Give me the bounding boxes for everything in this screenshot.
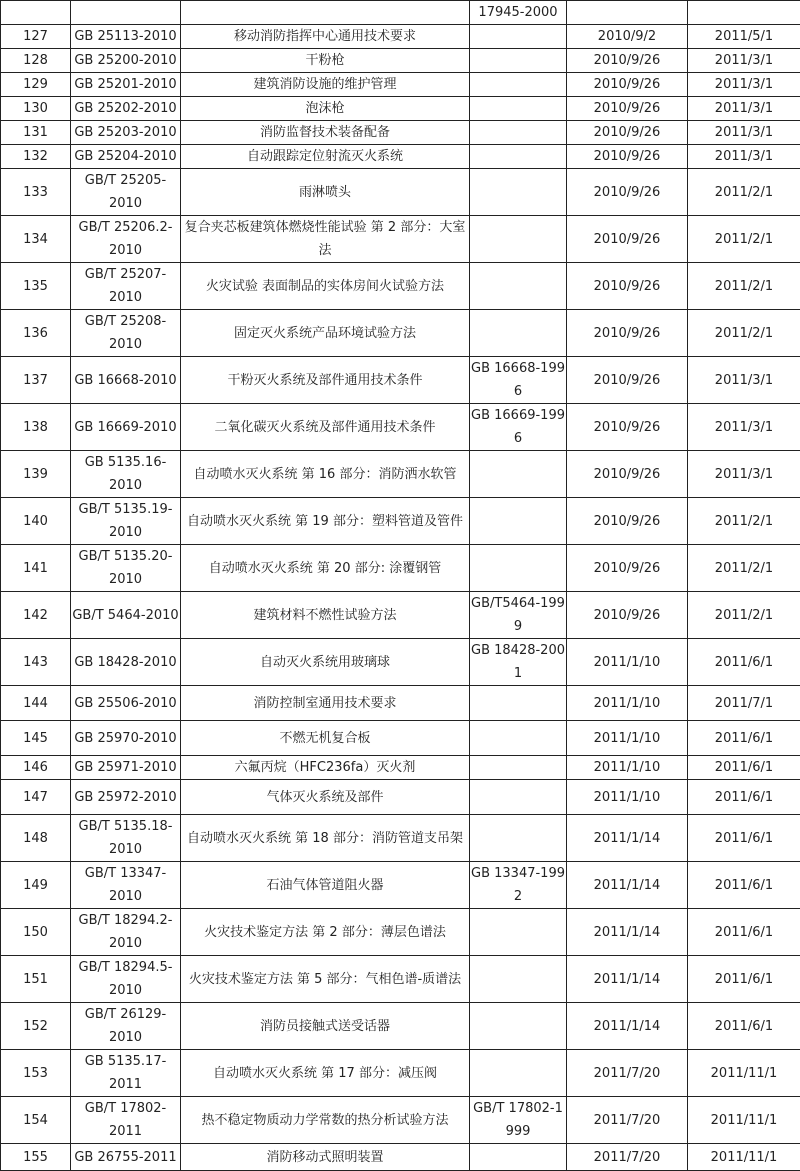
cell-no: 152: [1, 1003, 71, 1050]
cell-code: GB 18428-2010: [71, 639, 181, 686]
cell-no: 134: [1, 216, 71, 263]
cell-no: 137: [1, 357, 71, 404]
table-row: [1, 145, 800, 169]
table-row: [1, 1003, 800, 1050]
table-row: [1, 498, 800, 545]
cell-title: 自动喷水灭火系统 第 19 部分：塑料管道及管件: [181, 498, 470, 545]
table-row: [1, 815, 800, 862]
table-row: [1, 686, 800, 721]
cell-effective-date: 2011/6/1: [688, 909, 800, 956]
cell-title: 自动灭火系统用玻璃球: [181, 639, 470, 686]
cell-effective-date: 2011/6/1: [688, 721, 800, 756]
cell-replaced: [470, 169, 567, 216]
cell-issue-date: 2010/9/26: [567, 545, 688, 592]
cell-replaced: GB 18428-2001: [470, 639, 567, 686]
cell-replaced: [470, 756, 567, 780]
cell-title: 火灾技术鉴定方法 第 5 部分：气相色谱-质谱法: [181, 956, 470, 1003]
cell-no: 149: [1, 862, 71, 909]
cell-code: GB 25201-2010: [71, 73, 181, 97]
cell-issue-date: 2010/9/26: [567, 404, 688, 451]
table-row: [1, 404, 800, 451]
cell-title: 消防员接触式送受话器: [181, 1003, 470, 1050]
cell-effective-date: 2011/3/1: [688, 145, 800, 169]
table-row: [1, 451, 800, 498]
cell-effective-date: 2011/11/1: [688, 1050, 800, 1097]
cell-issue-date: 2010/9/26: [567, 49, 688, 73]
cell-replaced: GB/T 17802-1999: [470, 1097, 567, 1144]
table-row: [1, 263, 800, 310]
cell-effective-date: 2011/3/1: [688, 97, 800, 121]
cell-title: 自动跟踪定位射流灭火系统: [181, 145, 470, 169]
table-row: [1, 121, 800, 145]
cell-code: GB 25970-2010: [71, 721, 181, 756]
table-row: [1, 73, 800, 97]
cell-code: GB/T 18294.5-2010: [71, 956, 181, 1003]
cell-title: 消防控制室通用技术要求: [181, 686, 470, 721]
cell-code: GB 16669-2010: [71, 404, 181, 451]
cell-issue-date: 2011/1/14: [567, 956, 688, 1003]
cell-code: GB/T 5464-2010: [71, 592, 181, 639]
cell-effective-date: 2011/3/1: [688, 357, 800, 404]
cell-code: GB/T 5135.19-2010: [71, 498, 181, 545]
cell-code: [71, 1, 181, 25]
cell-no: 141: [1, 545, 71, 592]
cell-issue-date: 2010/9/26: [567, 169, 688, 216]
cell-issue-date: 2010/9/26: [567, 357, 688, 404]
cell-title: [181, 1, 470, 25]
cell-issue-date: 2011/7/20: [567, 1097, 688, 1144]
cell-title: 不燃无机复合板: [181, 721, 470, 756]
cell-code: GB/T 26129-2010: [71, 1003, 181, 1050]
cell-title: 固定灭火系统产品环境试验方法: [181, 310, 470, 357]
cell-replaced: [470, 909, 567, 956]
cell-no: 148: [1, 815, 71, 862]
table-row: [1, 97, 800, 121]
cell-effective-date: 2011/6/1: [688, 1003, 800, 1050]
cell-effective-date: 2011/3/1: [688, 121, 800, 145]
cell-no: 150: [1, 909, 71, 956]
cell-effective-date: 2011/2/1: [688, 498, 800, 545]
standards-table-body: [1, 1, 800, 1171]
cell-no: 151: [1, 956, 71, 1003]
cell-effective-date: 2011/2/1: [688, 545, 800, 592]
cell-issue-date: 2010/9/26: [567, 310, 688, 357]
cell-title: 泡沫枪: [181, 97, 470, 121]
cell-issue-date: 2010/9/26: [567, 263, 688, 310]
cell-replaced: [470, 73, 567, 97]
cell-effective-date: 2011/6/1: [688, 780, 800, 815]
cell-issue-date: [567, 1, 688, 25]
cell-no: 153: [1, 1050, 71, 1097]
table-row: [1, 357, 800, 404]
cell-no: 130: [1, 97, 71, 121]
cell-no: 155: [1, 1144, 71, 1171]
cell-effective-date: 2011/11/1: [688, 1144, 800, 1171]
cell-no: 145: [1, 721, 71, 756]
table-row: [1, 1097, 800, 1144]
cell-issue-date: 2011/1/10: [567, 639, 688, 686]
cell-effective-date: 2011/2/1: [688, 263, 800, 310]
cell-effective-date: 2011/6/1: [688, 815, 800, 862]
cell-replaced: [470, 498, 567, 545]
cell-no: 139: [1, 451, 71, 498]
cell-issue-date: 2010/9/26: [567, 97, 688, 121]
cell-no: 133: [1, 169, 71, 216]
cell-replaced: [470, 451, 567, 498]
cell-code: GB 25200-2010: [71, 49, 181, 73]
cell-replaced: [470, 263, 567, 310]
cell-no: 143: [1, 639, 71, 686]
cell-title: 干粉枪: [181, 49, 470, 73]
cell-code: GB/T 13347-2010: [71, 862, 181, 909]
table-row: [1, 545, 800, 592]
cell-no: 138: [1, 404, 71, 451]
cell-replaced: [470, 25, 567, 49]
cell-title: 二氧化碳灭火系统及部件通用技术条件: [181, 404, 470, 451]
cell-effective-date: 2011/6/1: [688, 956, 800, 1003]
cell-issue-date: 2011/1/10: [567, 721, 688, 756]
cell-code: GB 25971-2010: [71, 756, 181, 780]
table-row: [1, 639, 800, 686]
cell-effective-date: 2011/2/1: [688, 216, 800, 263]
cell-title: 自动喷水灭火系统 第 18 部分：消防管道支吊架: [181, 815, 470, 862]
cell-effective-date: 2011/2/1: [688, 310, 800, 357]
cell-code: GB 26755-2011: [71, 1144, 181, 1171]
cell-replaced: GB/T5464-1999: [470, 592, 567, 639]
cell-title: 干粉灭火系统及部件通用技术条件: [181, 357, 470, 404]
cell-replaced: [470, 1144, 567, 1171]
cell-title: 火灾技术鉴定方法 第 2 部分：薄层色谱法: [181, 909, 470, 956]
cell-no: [1, 1, 71, 25]
table-row: [1, 780, 800, 815]
cell-issue-date: 2010/9/26: [567, 592, 688, 639]
cell-effective-date: 2011/7/1: [688, 686, 800, 721]
cell-replaced: [470, 780, 567, 815]
cell-replaced: GB 16668-1996: [470, 357, 567, 404]
cell-code: GB 25203-2010: [71, 121, 181, 145]
cell-replaced: [470, 1003, 567, 1050]
cell-code: GB/T 25205-2010: [71, 169, 181, 216]
cell-no: 146: [1, 756, 71, 780]
cell-no: 142: [1, 592, 71, 639]
cell-code: GB 25113-2010: [71, 25, 181, 49]
cell-title: 自动喷水灭火系统 第 20 部分: 涂覆钢管: [181, 545, 470, 592]
cell-issue-date: 2011/1/10: [567, 686, 688, 721]
cell-title: 消防监督技术装备配备: [181, 121, 470, 145]
cell-title: 热不稳定物质动力学常数的热分析试验方法: [181, 1097, 470, 1144]
table-row: [1, 169, 800, 216]
cell-issue-date: 2010/9/26: [567, 73, 688, 97]
cell-code: GB/T 5135.20-2010: [71, 545, 181, 592]
cell-no: 154: [1, 1097, 71, 1144]
cell-title: 消防移动式照明装置: [181, 1144, 470, 1171]
cell-title: 石油气体管道阻火器: [181, 862, 470, 909]
table-row: [1, 909, 800, 956]
cell-effective-date: 2011/5/1: [688, 25, 800, 49]
cell-issue-date: 2010/9/26: [567, 451, 688, 498]
cell-issue-date: 2011/1/10: [567, 780, 688, 815]
table-row: [1, 49, 800, 73]
cell-issue-date: 2011/7/20: [567, 1144, 688, 1171]
cell-replaced: [470, 721, 567, 756]
cell-no: 135: [1, 263, 71, 310]
cell-code: GB/T 25208-2010: [71, 310, 181, 357]
cell-effective-date: 2011/3/1: [688, 49, 800, 73]
cell-code: GB/T 17802-2011: [71, 1097, 181, 1144]
cell-replaced: [470, 815, 567, 862]
cell-no: 131: [1, 121, 71, 145]
cell-code: GB 5135.16-2010: [71, 451, 181, 498]
table-row: [1, 1144, 800, 1171]
cell-code: GB 16668-2010: [71, 357, 181, 404]
cell-code: GB/T 18294.2-2010: [71, 909, 181, 956]
cell-replaced: [470, 121, 567, 145]
cell-replaced: [470, 216, 567, 263]
cell-effective-date: 2011/6/1: [688, 862, 800, 909]
cell-effective-date: 2011/2/1: [688, 592, 800, 639]
cell-replaced: [470, 545, 567, 592]
cell-replaced: [470, 49, 567, 73]
cell-effective-date: 2011/3/1: [688, 451, 800, 498]
cell-issue-date: 2010/9/26: [567, 145, 688, 169]
cell-code: GB 25204-2010: [71, 145, 181, 169]
cell-replaced: [470, 310, 567, 357]
cell-title: 火灾试验 表面制品的实体房间火试验方法: [181, 263, 470, 310]
cell-issue-date: 2011/1/14: [567, 862, 688, 909]
cell-no: 144: [1, 686, 71, 721]
cell-issue-date: 2010/9/2: [567, 25, 688, 49]
cell-replaced: [470, 1050, 567, 1097]
cell-no: 128: [1, 49, 71, 73]
cell-effective-date: 2011/6/1: [688, 639, 800, 686]
cell-issue-date: 2010/9/26: [567, 121, 688, 145]
table-row: [1, 862, 800, 909]
cell-replaced: GB 13347-1992: [470, 862, 567, 909]
cell-title: 建筑材料不燃性试验方法: [181, 592, 470, 639]
cell-title: 自动喷水灭火系统 第 16 部分：消防洒水软管: [181, 451, 470, 498]
cell-title: 雨淋喷头: [181, 169, 470, 216]
cell-issue-date: 2011/7/20: [567, 1050, 688, 1097]
cell-title: 复合夹芯板建筑体燃烧性能试验 第 2 部分：大室法: [181, 216, 470, 263]
cell-replaced: [470, 956, 567, 1003]
cell-title: 移动消防指挥中心通用技术要求: [181, 25, 470, 49]
cell-code: GB/T 25206.2-2010: [71, 216, 181, 263]
cell-effective-date: 2011/3/1: [688, 404, 800, 451]
cell-effective-date: 2011/6/1: [688, 756, 800, 780]
cell-issue-date: 2011/1/10: [567, 756, 688, 780]
table-row: [1, 216, 800, 263]
table-row: [1, 25, 800, 49]
cell-code: GB 5135.17-2011: [71, 1050, 181, 1097]
cell-replaced: [470, 97, 567, 121]
cell-title: 六氟丙烷（HFC236fa）灭火剂: [181, 756, 470, 780]
cell-title: 自动喷水灭火系统 第 17 部分：减压阀: [181, 1050, 470, 1097]
table-row: [1, 756, 800, 780]
cell-title: 建筑消防设施的维护管理: [181, 73, 470, 97]
table-row: [1, 721, 800, 756]
cell-issue-date: 2010/9/26: [567, 216, 688, 263]
cell-no: 127: [1, 25, 71, 49]
table-row: [1, 592, 800, 639]
cell-replaced: 17945-2000: [470, 1, 567, 25]
cell-title: 气体灭火系统及部件: [181, 780, 470, 815]
cell-no: 132: [1, 145, 71, 169]
cell-replaced: [470, 145, 567, 169]
cell-no: 129: [1, 73, 71, 97]
cell-code: GB 25506-2010: [71, 686, 181, 721]
cell-replaced: GB 16669-1996: [470, 404, 567, 451]
cell-issue-date: 2011/1/14: [567, 1003, 688, 1050]
cell-effective-date: 2011/3/1: [688, 73, 800, 97]
table-row: [1, 956, 800, 1003]
cell-code: GB/T 25207-2010: [71, 263, 181, 310]
cell-effective-date: 2011/2/1: [688, 169, 800, 216]
table-row: [1, 310, 800, 357]
cell-code: GB 25202-2010: [71, 97, 181, 121]
cell-issue-date: 2010/9/26: [567, 498, 688, 545]
table-row: [1, 1050, 800, 1097]
cell-code: GB 25972-2010: [71, 780, 181, 815]
cell-code: GB/T 5135.18-2010: [71, 815, 181, 862]
cell-issue-date: 2011/1/14: [567, 909, 688, 956]
cell-no: 140: [1, 498, 71, 545]
cell-effective-date: [688, 1, 800, 25]
cell-effective-date: 2011/11/1: [688, 1097, 800, 1144]
cell-replaced: [470, 686, 567, 721]
cell-issue-date: 2011/1/14: [567, 815, 688, 862]
cell-no: 136: [1, 310, 71, 357]
cell-no: 147: [1, 780, 71, 815]
table-row: [1, 1, 800, 25]
